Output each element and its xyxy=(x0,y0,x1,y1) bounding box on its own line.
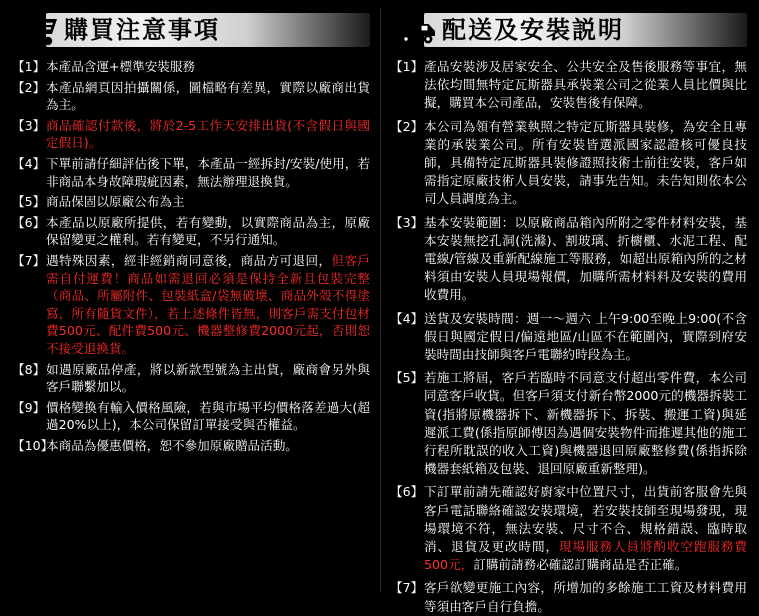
delivery-info-item-text xyxy=(424,369,747,478)
purchase-notice-item-text xyxy=(46,214,370,249)
delivery-info-list xyxy=(390,58,747,616)
purchase-notice-item xyxy=(12,117,370,152)
delivery-info-header xyxy=(390,10,747,50)
purchase-notice-header xyxy=(12,10,370,50)
delivery-info-item xyxy=(390,214,747,305)
purchase-notice-item-text xyxy=(46,193,370,211)
delivery-info-item-text xyxy=(424,214,747,305)
text-run: 下單前請仔細評估後下單，本產品一經拆封/安裝/使用，若非商品本身故障瑕疵因素，無法辦理退換貨。 xyxy=(46,155,370,189)
delivery-info-item xyxy=(390,483,747,574)
delivery-info-item-text xyxy=(424,483,747,574)
purchase-notice-title: 購買注意事項 xyxy=(64,16,220,44)
text-run: 商品確認付款後，將於2-5工作天安排出貨(不含假日與國定假日)。 xyxy=(46,117,370,151)
purchase-notice-item-number: 【4】 xyxy=(12,155,46,171)
text-run: 客戶欲變更施工內容，所增加的多餘施工工資及材料費用等須由客戶自行負擔。 xyxy=(424,580,747,614)
shopping-cart-icon xyxy=(16,10,62,50)
text-run: 但客戶需自付運費！ xyxy=(46,252,371,286)
text-run: 商品如需退回必須是保持全新且包裝完整（商品、所屬附件、包裝紙盒/袋無破壞、商品外殼不得塗寫，所有隨貨文件） xyxy=(46,270,371,321)
delivery-info-item-number: 【5】 xyxy=(390,370,424,386)
delivery-truck-icon xyxy=(394,10,440,50)
purchase-notice-item-text xyxy=(46,437,370,455)
purchase-notice-item xyxy=(12,79,370,114)
purchase-notice-item-text xyxy=(46,155,370,190)
delivery-info-item xyxy=(390,369,747,478)
purchase-notice-item-number: 【9】 xyxy=(12,399,46,415)
delivery-info-item xyxy=(390,58,747,113)
text-run: 產品安裝涉及居家安全、公共安全及售後服務等事宜，無法依均間無特定瓦斯器具承裝業公司之從業人員比價與比擬，購買本公司產品，安裝售後有保障。 xyxy=(424,59,747,111)
text-run: 基本安裝範圍：以原廠商品箱內所附之零件材料安裝，基本安裝無挖孔洞(洗滌)、割玻璃、折櫥櫃、水泥工程、配電線/管線及重新配線施工等服務，如超出原箱內所的之材料須由安裝人員現場報價，加購所需材料料及安裝的費用收費用。 xyxy=(424,214,747,303)
text-run: 本產品以原廠所提供，若有變動，以實際商品為主，原廠保留變更之權利。若有變更，不另行通知。 xyxy=(46,214,370,248)
text-run: 本產品網頁因拍攝關係，圖檔略有差異，實際以廠商出貨為主。 xyxy=(46,79,370,113)
text-run: 商品保固以原廠公布為主 xyxy=(46,194,185,210)
text-run: 訂購前請務必確認訂購商品是否正確。 xyxy=(473,557,688,573)
purchase-notice-item xyxy=(12,252,370,358)
text-run: 本產品含運+標準安裝服務 xyxy=(46,59,196,74)
text-run: 若施工將屆，客戶若臨時不同意支付超出零件費，本公司同意客戶收貨。但客戶須支付新台幣2000元的機器拆裝工資(指將原機器拆下、新機器拆下、拆裝、搬運工資)與延遲派工費(係指原師傅因為遇個安裝物件而推遲其他的施工行程所耽誤的收入工資)與機器退回原廠整修費(係指拆除機器套紙箱及包裝、退回原廠重新整理)。 xyxy=(424,370,747,477)
delivery-info-item-text xyxy=(424,118,747,209)
purchase-notice-item-number: 【1】 xyxy=(12,59,46,74)
purchase-notice-item-text xyxy=(46,58,370,76)
purchase-notice-item xyxy=(12,193,370,211)
text-run: 送貨及安裝時間：週一～週六 上午9:00至晚上9:00(不含假日與國定假日/偏遠地區/山區不在範圍內，實際到府安裝時間由技師與客戶電聯約時段為主。 xyxy=(424,310,747,363)
purchase-notice-item xyxy=(12,437,370,455)
purchase-notice-item-number: 【3】 xyxy=(12,117,46,133)
text-run: 下訂單前請先確認好廚家中位置尺寸，出貨前客服會先與客戶電話聯絡確認安裝環境，若安裝技師至現場發現，現場環境不符，無法安裝、尺寸不合、規格錯誤、臨時取消、退貨及更改時間， xyxy=(424,484,747,555)
text-run: 現場服務人員將酌收空跑服務費500元， xyxy=(424,539,748,573)
purchase-notice-item-number: 【8】 xyxy=(12,361,46,377)
purchase-notice-item-text xyxy=(46,252,370,358)
left-column xyxy=(0,0,380,600)
purchase-notice-item-number: 【10】 xyxy=(12,437,54,453)
delivery-info-title: 配送及安裝説明 xyxy=(442,16,624,44)
purchase-notice-item xyxy=(12,58,370,76)
purchase-notice-item-number: 【2】 xyxy=(12,79,46,95)
purchase-notice-item xyxy=(12,214,370,249)
delivery-info-item xyxy=(390,118,747,209)
purchase-notice-item xyxy=(12,361,370,396)
delivery-info-item xyxy=(390,579,747,615)
delivery-info-item-number: 【1】 xyxy=(390,59,424,74)
right-column xyxy=(380,0,759,614)
purchase-notice-item-number: 【6】 xyxy=(12,214,46,230)
delivery-info-item-number: 【7】 xyxy=(390,580,424,596)
text-run: ，若上述條件皆無，則客戶需支付包材費500元、配件費500元、機器整修費2000元起，否則恕不接受退換貨。 xyxy=(46,305,371,356)
purchase-notice-item xyxy=(12,155,370,190)
text-run: 本商品為優惠價格，恕不參加原廠贈品活動。 xyxy=(46,437,298,453)
delivery-info-item-text xyxy=(424,58,747,113)
delivery-info-item-number: 【3】 xyxy=(390,214,424,230)
text-run: 如遇原廠品停產，將以新款型號為主出貨，廠商會另外與客戶聯繫加以。 xyxy=(46,361,370,395)
delivery-info-item-number: 【2】 xyxy=(390,118,424,134)
delivery-info-item-text xyxy=(424,310,747,365)
purchase-notice-item-number: 【5】 xyxy=(12,194,46,210)
purchase-notice-item-text xyxy=(46,361,370,396)
purchase-notice-item xyxy=(12,399,370,434)
purchase-notice-item-text xyxy=(46,117,370,152)
purchase-notice-item-text xyxy=(46,399,370,434)
delivery-info-item xyxy=(390,310,747,365)
purchase-notice-item-text xyxy=(46,79,370,114)
text-run: 本公司為領有營業執照之特定瓦斯器具裝修，為安全且專業的承裝業公司。所有安裝皆選派國家認證核可優良技師，具備特定瓦斯器具裝修證照技術士前往安裝，客戶如需指定原廠技術人員安裝，請事先告知。未告知則依本公司人員調度為主。 xyxy=(424,118,747,207)
delivery-info-item-number: 【6】 xyxy=(390,484,424,500)
purchase-notice-list xyxy=(12,58,370,454)
text-run: 遇特殊因素，經非經銷商同意後，商品方可退回， xyxy=(46,252,332,268)
purchase-notice-item-number: 【7】 xyxy=(12,252,46,268)
delivery-info-item-text xyxy=(424,579,747,615)
text-run: 價格變換有輸入價格風險，若與市場平均價格落差過大(超過20%以上)，本公司保留訂單接受與否權益。 xyxy=(46,399,370,433)
delivery-info-item-number: 【4】 xyxy=(390,310,424,326)
